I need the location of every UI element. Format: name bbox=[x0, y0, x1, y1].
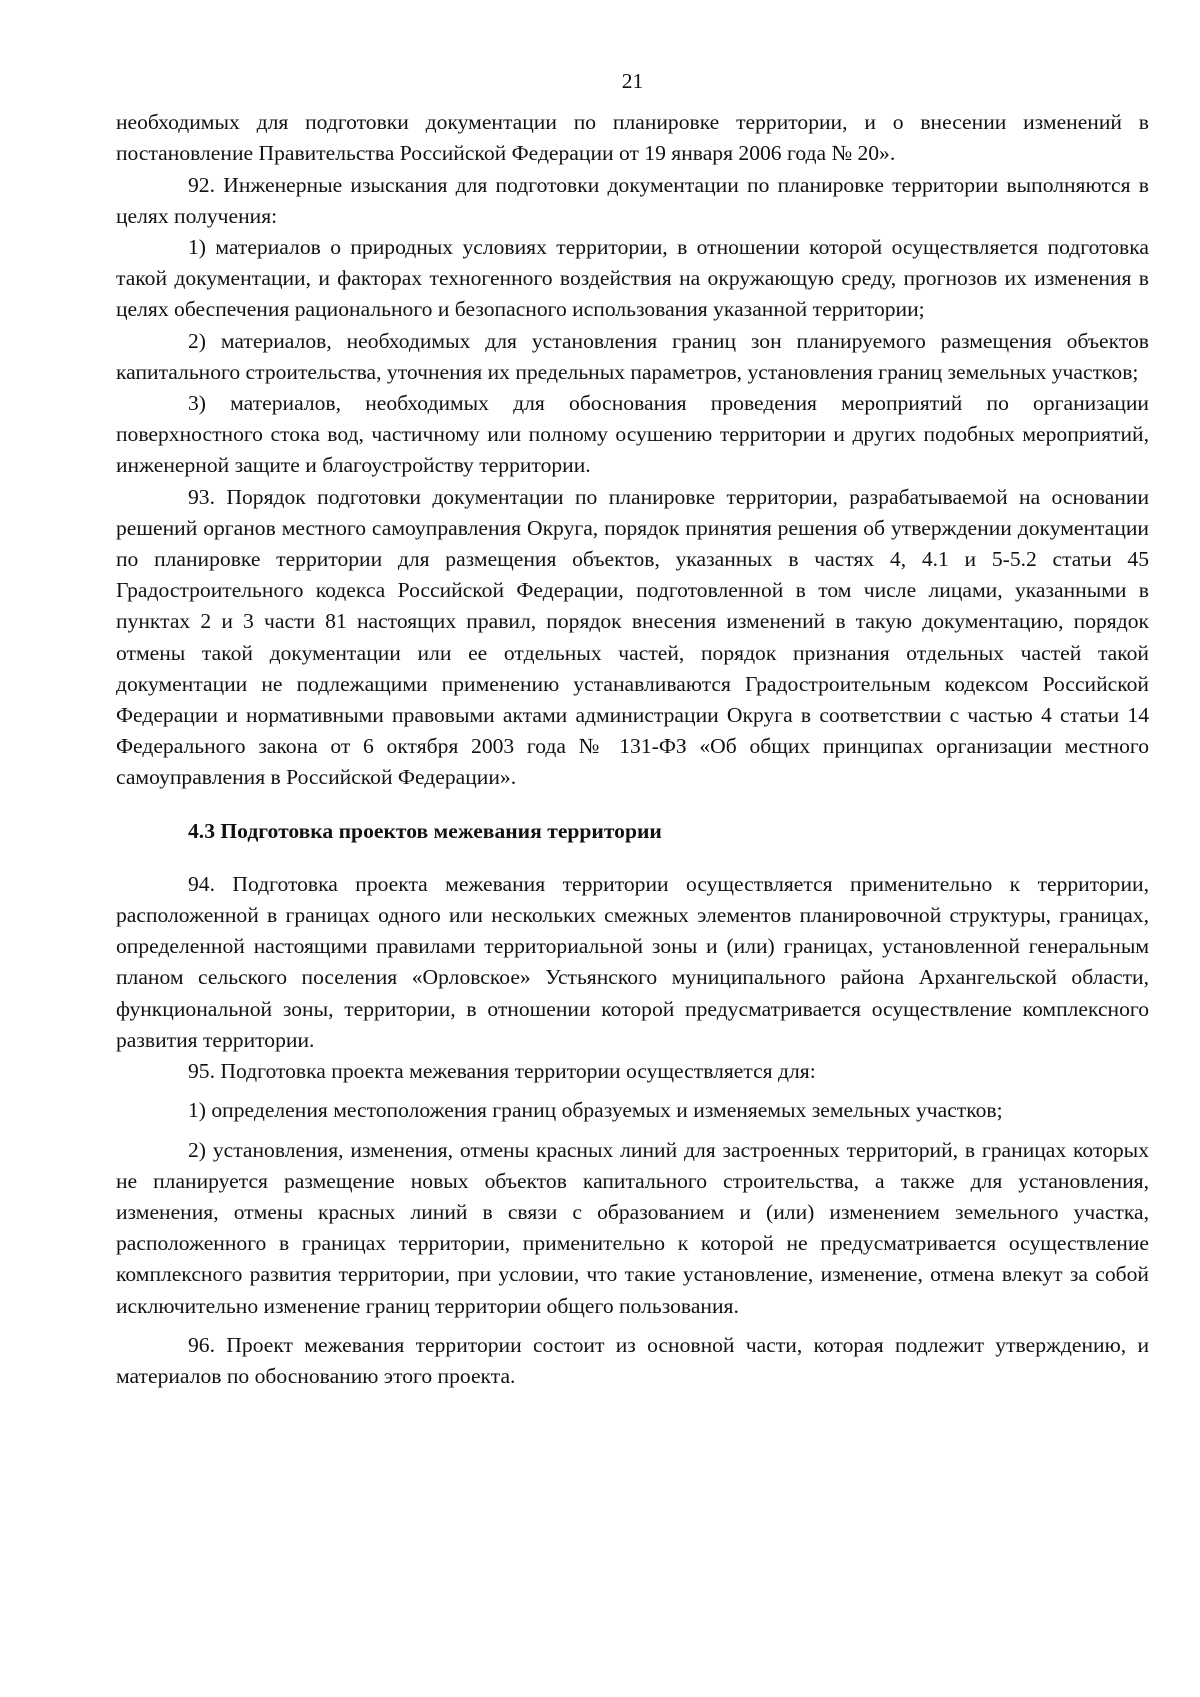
paragraph-95: 95. Подготовка проекта межевания территории осуществляется для: bbox=[188, 1059, 816, 1084]
list-item-95-1: 1) определения местоположения границ образуемых и изменяемых земельных участков; bbox=[188, 1098, 1003, 1123]
paragraph-92: 92. Инженерные изыскания для подготовки документации по планировке территории выполняются в целях получения: bbox=[116, 172, 1149, 228]
list-item-95-2: 2) установления, изменения, отмены красных линий для застроенных территорий, в границах которых не планируется размещение новых объектов капитального строительства, а также для установления, изменения, отмены красных линий в связи с образованием и (или) изменением земельного участка, расположенного в границах территории, применительно к которой не предусматривается осуществление комплексного развития территории, при условии, что такие установление, изменение, отмена влекут за собой исключительно изменение границ территории общего пользования. bbox=[116, 1137, 1149, 1318]
paragraph-93: 93. Порядок подготовки документации по планировке территории, разрабатываемой на основании решений органов местного самоуправления Округа, порядок принятия решения об утверждении документации по планировке территории для размещения объектов, указанных в частях 4, 4.1 и 5-5.2 статьи 45 Градостроительного кодекса Российской Федерации, подготовленной в том числе лицами, указанными в пунктах 2 и 3 части 81 настоящих правил, порядок внесения изменений в такую документацию, порядок отмены такой документации или ее отдельных частей, порядок признания отдельных частей такой документации не подлежащими применению устанавливаются Градостроительным кодексом Российской Федерации и нормативными правовыми актами администрации Округа в соответствии с частью 4 статьи 14 Федерального закона от 6 октября 2003 года № 131-ФЗ «Об общих принципах организации местного самоуправления в Российской Федерации». bbox=[116, 484, 1149, 790]
paragraph-continuation: необходимых для подготовки документации по планировке территории, и о внесении изменений в постановление Правительства Российской Федерации от 19 января 2006 года № 20». bbox=[116, 110, 1149, 166]
list-item-92-3: 3) материалов, необходимых для обоснования проведения мероприятий по организации поверхностного стока вод, частичному или полному осушению территории и других подобных мероприятий, инженерной защите и благоустройству территории. bbox=[116, 391, 1149, 478]
paragraph-96: 96. Проект межевания территории состоит из основной части, которая подлежит утверждению, и материалов по обоснованию этого проекта. bbox=[116, 1332, 1149, 1388]
list-item-92-1: 1) материалов о природных условиях территории, в отношении которой осуществляется подготовка такой документации, и факторах техногенного воздействия на окружающую среду, прогнозов их изменения в целях обеспечения рационального и безопасного использования указанной территории; bbox=[116, 235, 1149, 322]
section-heading: 4.3 Подготовка проектов межевания территории bbox=[188, 818, 662, 843]
page-number: 21 bbox=[621, 69, 644, 93]
paragraph-94: 94. Подготовка проекта межевания территории осуществляется применительно к территории, расположенной в границах одного или нескольких смежных элементов планировочной структуры, границах, определенной настоящими правилами территориальной зоны и (или) границах, установленной генеральным планом сельского поселения «Орловское» Устьянского муниципального района Архангельской области, функциональной зоны, территории, в отношении которой предусматривается осуществление комплексного развития территории. bbox=[116, 871, 1149, 1052]
list-item-92-2: 2) материалов, необходимых для установления границ зон планируемого размещения объектов капитального строительства, уточнения их предельных параметров, установления границ земельных участков; bbox=[116, 328, 1149, 384]
document-page bbox=[116, 66, 1149, 1392]
